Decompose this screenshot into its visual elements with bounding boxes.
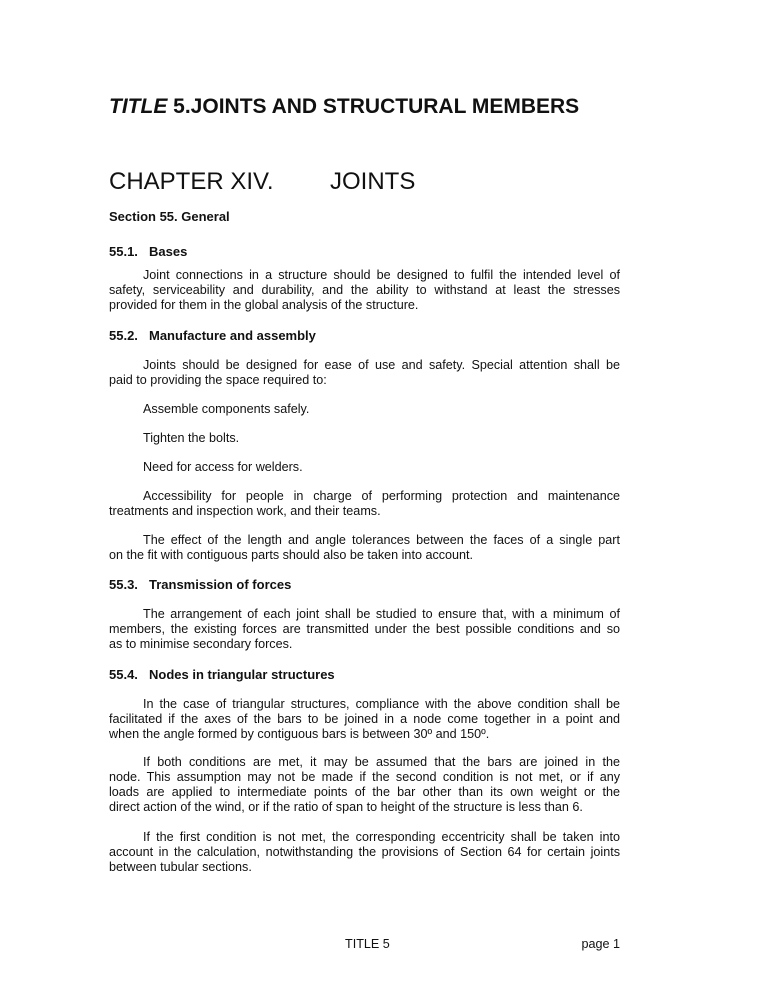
chapter-number: CHAPTER XIV. xyxy=(109,168,274,195)
heading-text: Transmission of forces xyxy=(149,577,292,592)
footer-title: TITLE 5 xyxy=(345,937,390,951)
paragraph-line: The effect of the length and angle tolerances between the faces of a single part xyxy=(143,533,620,547)
paragraph-line: treatments and inspection work, and their teams. xyxy=(109,504,381,518)
paragraph-line: on the fit with contiguous parts should also be taken into account. xyxy=(109,548,474,562)
paragraph-line: provided for them in the global analysis of the structure. xyxy=(109,298,419,312)
paragraph xyxy=(109,755,620,815)
paragraph-line: safety, serviceability and durability, and the ability to withstand at least the stresses xyxy=(109,283,620,297)
paragraph-line: The arrangement of each joint shall be studied to ensure that, with a minimum of xyxy=(143,607,620,621)
heading-55-4 xyxy=(109,667,620,683)
paragraph-line: Joint connections in a structure should be designed to fulfil the intended level of xyxy=(143,268,620,282)
heading-55-3 xyxy=(109,577,620,593)
heading-55-2 xyxy=(109,328,620,344)
paragraph xyxy=(109,830,620,875)
paragraph-line: In the case of triangular structures, compliance with the above condition shall be xyxy=(143,697,620,711)
heading-text: Manufacture and assembly xyxy=(149,328,316,343)
paragraph-line: If both conditions are met, it may be assumed that the bars are joined in the xyxy=(143,755,620,769)
paragraph-line: direct action of the wind, or if the ratio of span to height of the structure is less than 6. xyxy=(109,800,583,814)
paragraph-line: paid to providing the space required to: xyxy=(109,373,327,387)
heading-text: Nodes in triangular structures xyxy=(149,667,335,682)
paragraph-line: members, the existing forces are transmitted under the best possible conditions and so xyxy=(109,622,620,636)
paragraph-line: facilitated if the axes of the bars to be joined in a node come together in a point and xyxy=(109,712,620,726)
heading-number: 55.1. xyxy=(109,244,138,259)
section-heading: Section 55. General xyxy=(109,209,230,224)
heading-text: Bases xyxy=(149,244,188,259)
paragraph xyxy=(109,697,620,742)
paragraph xyxy=(109,533,620,563)
heading-number: 55.4. xyxy=(109,667,138,682)
paragraph-line: loads are applied to intermediate points of the bar other than its own weight or the xyxy=(109,785,620,799)
paragraph-line: between tubular sections. xyxy=(109,860,252,874)
title-italic: TITLE xyxy=(109,95,168,118)
paragraph-line: If the first condition is not met, the corresponding eccentricity shall be taken into xyxy=(143,830,620,844)
document-title xyxy=(109,94,620,120)
paragraph xyxy=(109,489,620,519)
paragraph-line: Accessibility for people in charge of performing protection and maintenance xyxy=(143,489,620,503)
list-item: Assemble components safely. xyxy=(143,402,310,416)
heading-number: 55.2. xyxy=(109,328,138,343)
list-item: Tighten the bolts. xyxy=(143,431,240,445)
heading-55-1 xyxy=(109,244,620,260)
page-number: page 1 xyxy=(581,937,620,951)
paragraph-line: account in the calculation, notwithstanding the provisions of Section 64 for certain joints xyxy=(109,845,620,859)
paragraph xyxy=(109,358,620,388)
paragraph-line: as to minimise secondary forces. xyxy=(109,637,293,651)
paragraph xyxy=(109,268,620,313)
chapter-heading xyxy=(109,168,620,196)
paragraph-line: when the angle formed by contiguous bars is between 30º and 150º. xyxy=(109,727,490,741)
list-item: Need for access for welders. xyxy=(143,460,303,474)
paragraph xyxy=(109,607,620,652)
chapter-name: JOINTS xyxy=(330,168,416,195)
title-text: 5.JOINTS AND STRUCTURAL MEMBERS xyxy=(167,95,580,118)
paragraph-line: node. This assumption may not be made if the second condition is not met, or if any xyxy=(109,770,620,784)
heading-number: 55.3. xyxy=(109,577,138,592)
paragraph-line: Joints should be designed for ease of use and safety. Special attention shall be xyxy=(143,358,620,372)
